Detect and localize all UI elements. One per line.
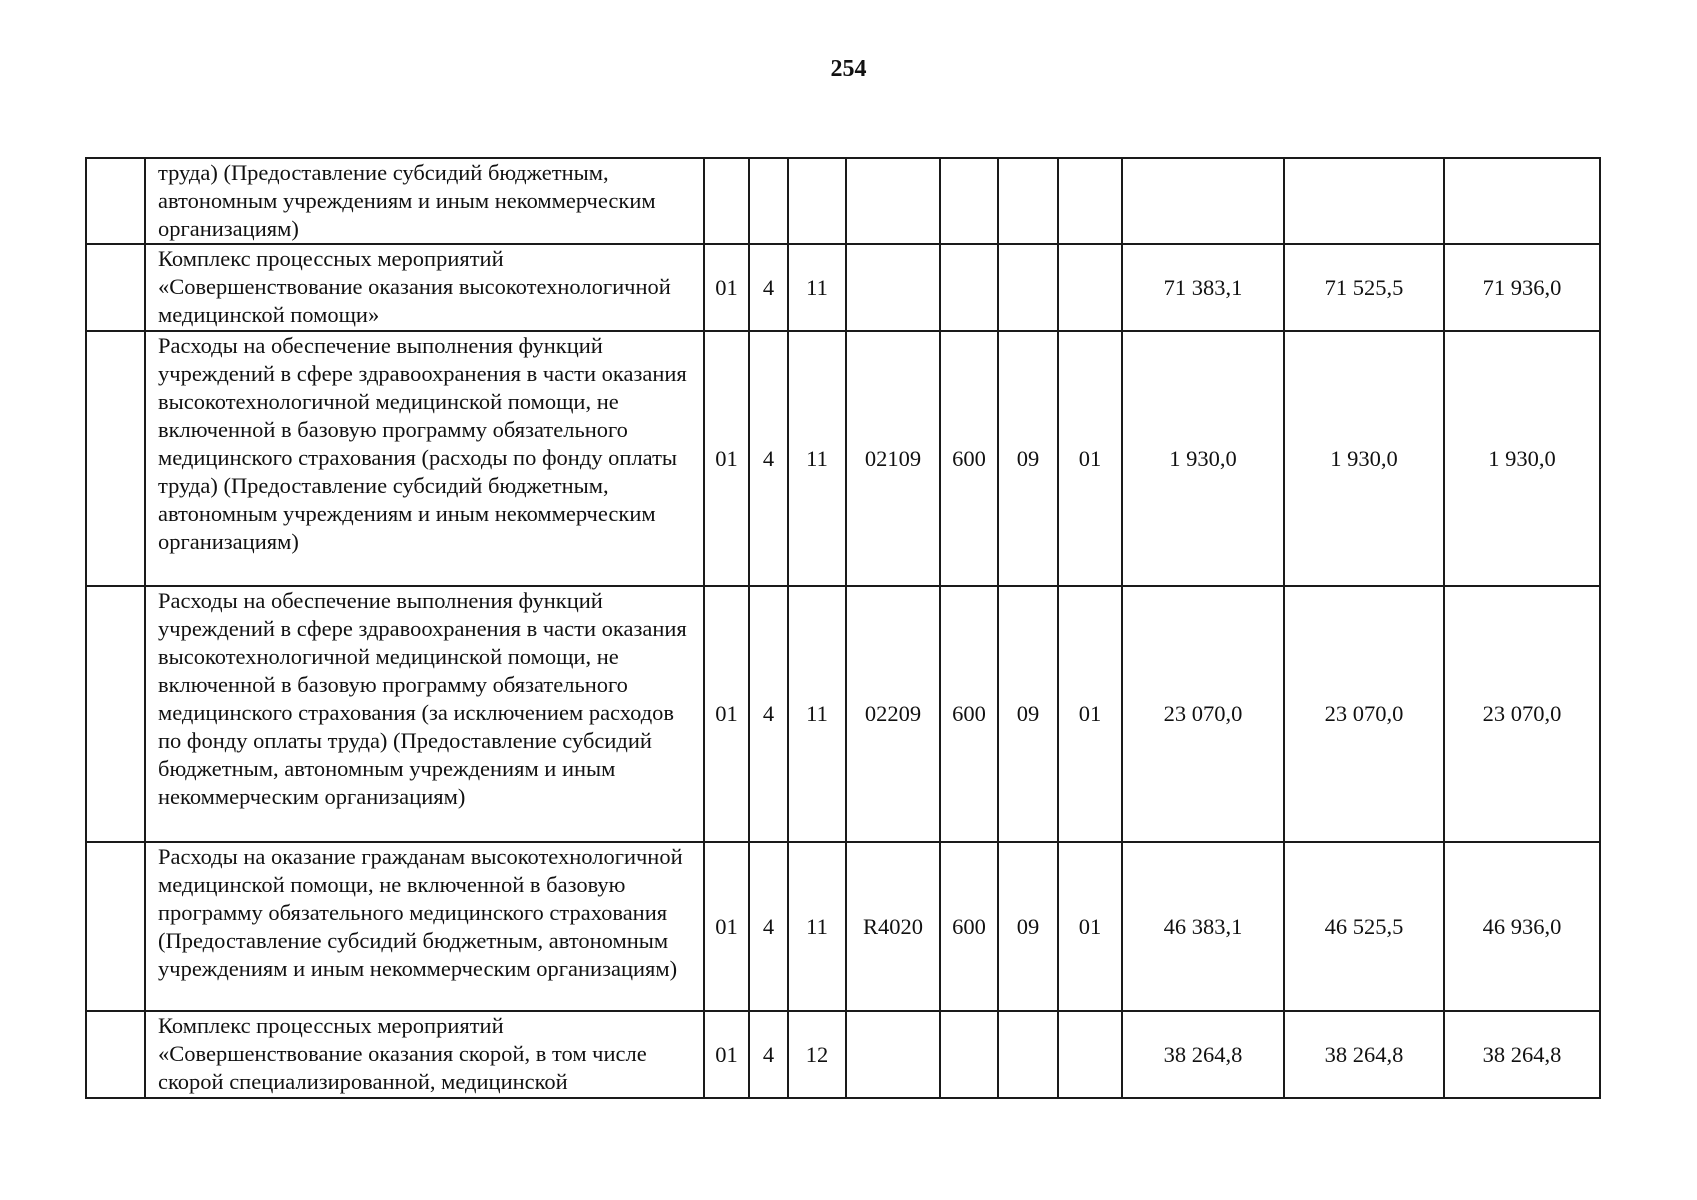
kind-code-cell xyxy=(940,158,998,244)
section-code-cell: 01 xyxy=(704,1011,749,1098)
program-code-cell: 11 xyxy=(788,331,846,586)
year3-amount-cell xyxy=(1444,158,1600,244)
description-cell: Расходы на обеспечение выполнения функций учреждений в сфере здравоохранения в части оказания высокотехнологичной медицинской помощи, не включенной в базовую программу обязательного медицинского страхования (расходы по фонду оплаты труда) (Предоставление субсидий бюджетным, автономным учреждениям и иным некоммерческим организациям) xyxy=(145,331,704,586)
subsection-code-cell: 4 xyxy=(749,1011,788,1098)
section-code-cell: 01 xyxy=(704,586,749,842)
kind-code-cell xyxy=(940,244,998,331)
year1-amount-cell: 71 383,1 xyxy=(1122,244,1284,331)
year3-amount-cell: 23 070,0 xyxy=(1444,586,1600,842)
subchapter-code-cell: 01 xyxy=(1058,331,1122,586)
year2-amount-cell: 38 264,8 xyxy=(1284,1011,1444,1098)
row-index-cell xyxy=(86,842,145,1011)
year1-amount-cell: 1 930,0 xyxy=(1122,331,1284,586)
year2-amount-cell: 23 070,0 xyxy=(1284,586,1444,842)
program-code-cell: 11 xyxy=(788,842,846,1011)
subsection-code-cell: 4 xyxy=(749,331,788,586)
chapter-code-cell xyxy=(998,158,1058,244)
table-row xyxy=(86,842,1600,1011)
description-cell: Расходы на оказание гражданам высокотехнологичной медицинской помощи, не включенной в базовую программу обязательного медицинского страхования (Предоставление субсидий бюджетным, автономным учреждениям и иным некоммерческим организациям) xyxy=(145,842,704,1011)
expense-code-cell: R4020 xyxy=(846,842,940,1011)
expense-code-cell xyxy=(846,158,940,244)
subchapter-code-cell xyxy=(1058,1011,1122,1098)
chapter-code-cell: 09 xyxy=(998,586,1058,842)
year3-amount-cell: 71 936,0 xyxy=(1444,244,1600,331)
chapter-code-cell: 09 xyxy=(998,842,1058,1011)
year3-amount-cell: 38 264,8 xyxy=(1444,1011,1600,1098)
table-row xyxy=(86,1011,1600,1098)
expense-code-cell xyxy=(846,1011,940,1098)
program-code-cell: 12 xyxy=(788,1011,846,1098)
description-cell: Расходы на обеспечение выполнения функций учреждений в сфере здравоохранения в части оказания высокотехнологичной медицинской помощи, не включенной в базовую программу обязательного медицинского страхования (за исключением расходов по фонду оплаты труда) (Предоставление субсидий бюджетным, автономным учреждениям и иным некоммерческим организациям) xyxy=(145,586,704,842)
program-code-cell xyxy=(788,158,846,244)
subsection-code-cell: 4 xyxy=(749,244,788,331)
description-cell: труда) (Предоставление субсидий бюджетным, автономным учреждениям и иным некоммерческим организациям) xyxy=(145,158,704,244)
section-code-cell: 01 xyxy=(704,331,749,586)
row-index-cell xyxy=(86,586,145,842)
year2-amount-cell: 1 930,0 xyxy=(1284,331,1444,586)
table-row xyxy=(86,158,1600,244)
year2-amount-cell: 46 525,5 xyxy=(1284,842,1444,1011)
kind-code-cell: 600 xyxy=(940,331,998,586)
kind-code-cell xyxy=(940,1011,998,1098)
expense-code-cell: 02109 xyxy=(846,331,940,586)
table-row xyxy=(86,331,1600,586)
section-code-cell: 01 xyxy=(704,842,749,1011)
program-code-cell: 11 xyxy=(788,244,846,331)
expense-code-cell: 02209 xyxy=(846,586,940,842)
year2-amount-cell xyxy=(1284,158,1444,244)
table-row xyxy=(86,244,1600,331)
subchapter-code-cell xyxy=(1058,244,1122,331)
subchapter-code-cell: 01 xyxy=(1058,842,1122,1011)
year1-amount-cell: 23 070,0 xyxy=(1122,586,1284,842)
year3-amount-cell: 1 930,0 xyxy=(1444,331,1600,586)
description-cell: Комплекс процессных мероприятий «Совершенствование оказания высокотехнологичной медицинской помощи» xyxy=(145,244,704,331)
subsection-code-cell: 4 xyxy=(749,586,788,842)
section-code-cell xyxy=(704,158,749,244)
program-code-cell: 11 xyxy=(788,586,846,842)
year1-amount-cell: 38 264,8 xyxy=(1122,1011,1284,1098)
kind-code-cell: 600 xyxy=(940,842,998,1011)
row-index-cell xyxy=(86,331,145,586)
subchapter-code-cell: 01 xyxy=(1058,586,1122,842)
chapter-code-cell xyxy=(998,1011,1058,1098)
table-row xyxy=(86,586,1600,842)
expense-code-cell xyxy=(846,244,940,331)
row-index-cell xyxy=(86,158,145,244)
year1-amount-cell xyxy=(1122,158,1284,244)
chapter-code-cell: 09 xyxy=(998,331,1058,586)
page-number: 254 xyxy=(830,56,867,82)
subsection-code-cell xyxy=(749,158,788,244)
description-cell: Комплекс процессных мероприятий «Совершенствование оказания скорой, в том числе скорой специализированной, медицинской xyxy=(145,1011,704,1098)
kind-code-cell: 600 xyxy=(940,586,998,842)
chapter-code-cell xyxy=(998,244,1058,331)
year3-amount-cell: 46 936,0 xyxy=(1444,842,1600,1011)
year2-amount-cell: 71 525,5 xyxy=(1284,244,1444,331)
row-index-cell xyxy=(86,1011,145,1098)
section-code-cell: 01 xyxy=(704,244,749,331)
budget-table xyxy=(85,157,1601,1099)
subchapter-code-cell xyxy=(1058,158,1122,244)
year1-amount-cell: 46 383,1 xyxy=(1122,842,1284,1011)
subsection-code-cell: 4 xyxy=(749,842,788,1011)
row-index-cell xyxy=(86,244,145,331)
